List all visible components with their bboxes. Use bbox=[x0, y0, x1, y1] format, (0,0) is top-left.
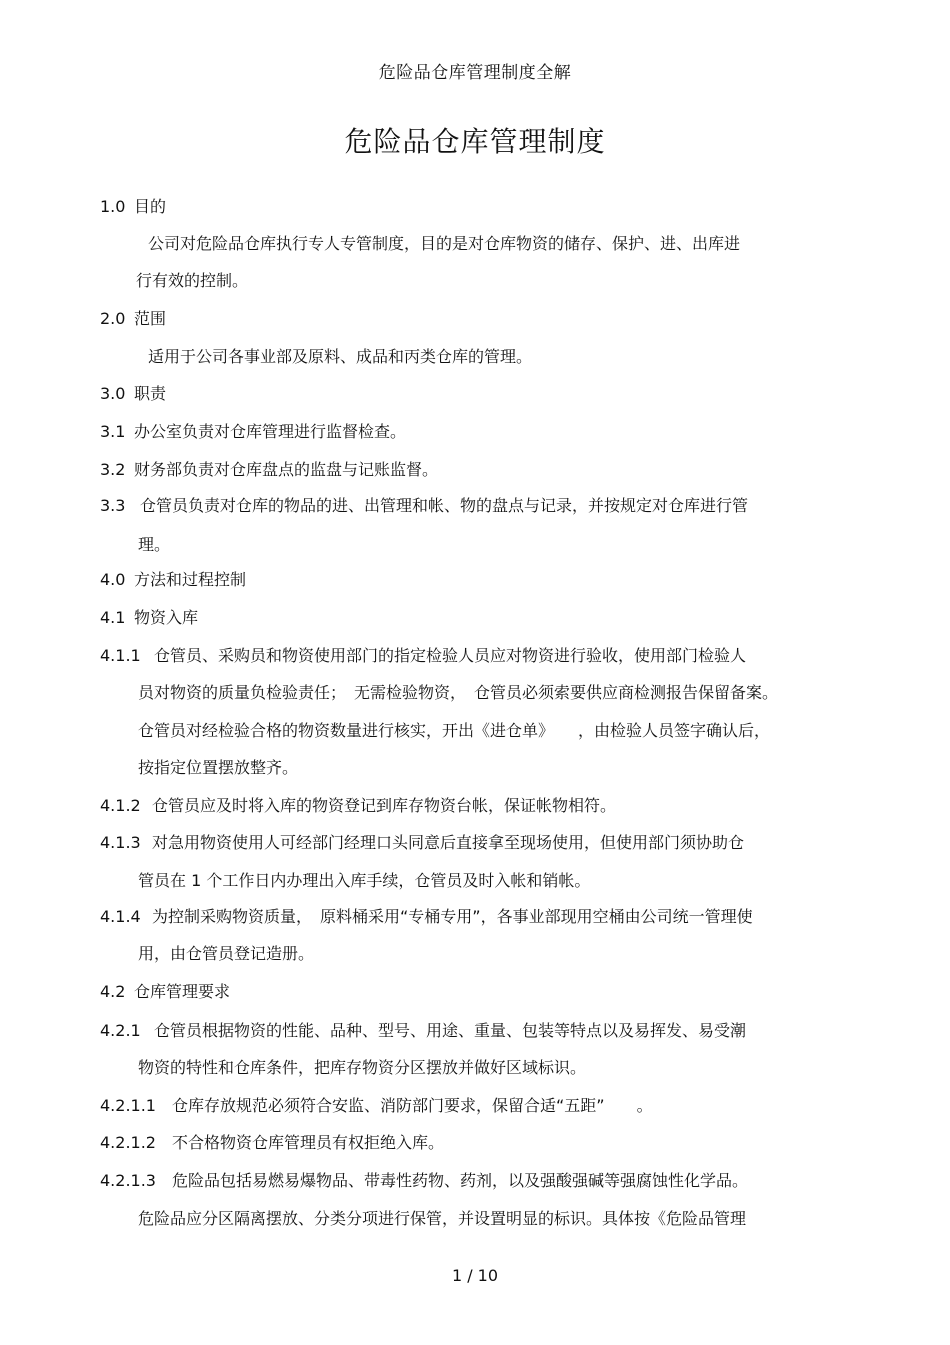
text-line bbox=[100, 832, 744, 854]
section-number: 4.2 bbox=[100, 982, 126, 1001]
section-number: 3.1 bbox=[100, 422, 126, 441]
section-number: 4.2.1 bbox=[100, 1021, 141, 1040]
section-number: 3.2 bbox=[100, 460, 126, 479]
line-text: 仓管员对经检验合格的物资数量进行核实，开出《进仓单》 ，由检验人员签字确认后， bbox=[138, 721, 771, 740]
text-line bbox=[100, 981, 230, 1003]
section-number: 4.0 bbox=[100, 570, 126, 589]
text-line bbox=[138, 720, 770, 742]
section-number: 2.0 bbox=[100, 309, 126, 328]
line-text: 仓库管理要求 bbox=[134, 982, 231, 1001]
line-text: 财务部负责对仓库盘点的监盘与记账监督。 bbox=[134, 460, 439, 479]
text-line bbox=[138, 682, 778, 704]
section-number: 3.3 bbox=[100, 496, 126, 515]
line-text: 办公室负责对仓库管理进行监督检查。 bbox=[134, 422, 407, 441]
line-text: 适用于公司各事业部及原料、成品和丙类仓库的管理。 bbox=[148, 347, 533, 366]
line-text: 物资的特性和仓库条件，把库存物资分区摆放并做好区域标识。 bbox=[138, 1058, 587, 1077]
line-text: 方法和过程控制 bbox=[134, 570, 247, 589]
line-text: 物资入库 bbox=[134, 608, 199, 627]
section-number: 4.1.2 bbox=[100, 796, 141, 815]
text-line bbox=[148, 346, 532, 368]
section-number: 4.1.1 bbox=[100, 646, 141, 665]
text-line bbox=[100, 795, 616, 817]
line-text: 仓库存放规范必须符合安监、消防部门要求，保留合适“五距” 。 bbox=[172, 1096, 653, 1115]
line-text: 用，由仓管员登记造册。 bbox=[138, 944, 315, 963]
text-line bbox=[100, 421, 406, 443]
running-header: 危险品仓库管理制度全解 bbox=[378, 63, 572, 83]
line-text: 公司对危险品仓库执行专人专管制度，目的是对仓库物资的储存、保护、进、出库进 bbox=[148, 234, 741, 253]
line-text: 目的 bbox=[134, 197, 167, 216]
text-line bbox=[100, 1132, 444, 1154]
section-number: 4.2.1.3 bbox=[100, 1171, 156, 1190]
text-line bbox=[100, 906, 753, 928]
text-line bbox=[100, 308, 166, 330]
line-text: 不合格物资仓库管理员有权拒绝入库。 bbox=[172, 1133, 445, 1152]
text-line bbox=[100, 1095, 653, 1117]
text-line bbox=[100, 1170, 748, 1192]
line-text: 按指定位置摆放整齐。 bbox=[138, 758, 299, 777]
line-text: 为控制采购物资质量， 原料桶采用“专桶专用”，各事业部现用空桶由公司统一管理使 bbox=[152, 907, 753, 926]
line-text: 仓管员根据物资的性能、品种、型号、用途、重量、包装等特点以及易挥发、易受潮 bbox=[154, 1021, 747, 1040]
line-text: 员对物资的质量负检验责任； 无需检验物资， 仓管员必须索要供应商检测报告保留备案。 bbox=[138, 683, 779, 702]
text-line bbox=[138, 1208, 746, 1230]
line-text: 职责 bbox=[134, 384, 167, 403]
section-number: 4.1.4 bbox=[100, 907, 141, 926]
text-line bbox=[100, 383, 166, 405]
line-text: 仓管员负责对仓库的物品的进、出管理和帐、物的盘点与记录，并按规定对仓库进行管 bbox=[140, 496, 749, 515]
text-line bbox=[138, 534, 170, 556]
section-number: 3.0 bbox=[100, 384, 126, 403]
section-number: 4.1.3 bbox=[100, 833, 141, 852]
text-line bbox=[138, 870, 590, 892]
text-line bbox=[138, 943, 314, 965]
text-line bbox=[148, 233, 740, 255]
text-line bbox=[100, 645, 746, 667]
text-line bbox=[138, 1057, 586, 1079]
text-line bbox=[100, 495, 748, 517]
line-text: 危险品包括易燃易爆物品、带毒性药物、药剂，以及强酸强碱等强腐蚀性化学品。 bbox=[172, 1171, 749, 1190]
text-line bbox=[100, 607, 198, 629]
text-line bbox=[100, 459, 438, 481]
page-number: 1 / 10 bbox=[451, 1266, 499, 1285]
text-line bbox=[100, 569, 246, 591]
text-line bbox=[138, 757, 298, 779]
section-number: 4.1 bbox=[100, 608, 126, 627]
line-text: 范围 bbox=[134, 309, 167, 328]
text-line bbox=[100, 196, 166, 218]
line-text: 仓管员、采购员和物资使用部门的指定检验人员应对物资进行验收，使用部门检验人 bbox=[154, 646, 747, 665]
document-title: 危险品仓库管理制度 bbox=[344, 125, 606, 158]
line-text: 管员在 1 个工作日内办理出入库手续，仓管员及时入帐和销帐。 bbox=[138, 871, 591, 890]
line-text: 理。 bbox=[138, 535, 171, 554]
text-line bbox=[136, 270, 248, 292]
section-number: 4.2.1.1 bbox=[100, 1096, 156, 1115]
section-number: 1.0 bbox=[100, 197, 126, 216]
line-text: 危险品应分区隔离摆放、分类分项进行保管，并设置明显的标识。具体按《危险品管理 bbox=[138, 1209, 747, 1228]
line-text: 对急用物资使用人可经部门经理口头同意后直接拿至现场使用，但使用部门须协助仓 bbox=[152, 833, 745, 852]
section-number: 4.2.1.2 bbox=[100, 1133, 156, 1152]
text-line bbox=[100, 1020, 746, 1042]
line-text: 行有效的控制。 bbox=[136, 271, 249, 290]
line-text: 仓管员应及时将入库的物资登记到库存物资台帐，保证帐物相符。 bbox=[152, 796, 617, 815]
